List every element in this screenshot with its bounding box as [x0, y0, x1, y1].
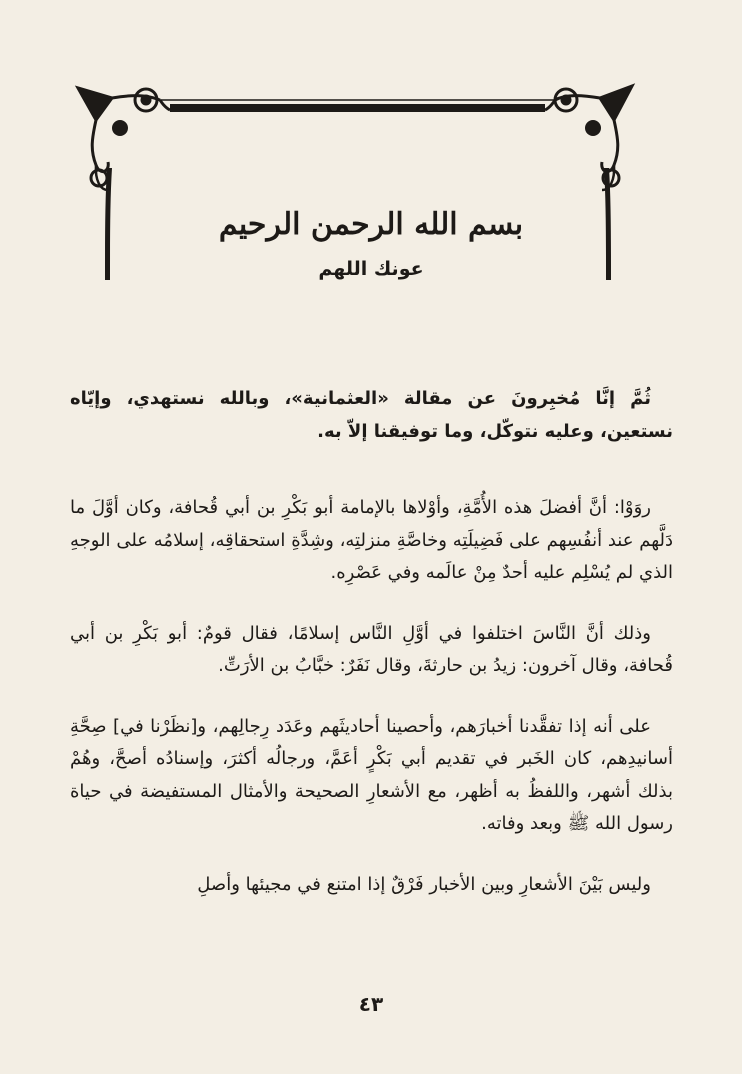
frame-top-bar	[170, 104, 545, 112]
frame-corner-left	[78, 88, 170, 190]
paragraph-5: وليس بَيْنَ الأشعارِ وبين الأخبار فَرْقٌ إذا امتنع في مجيئها وأصلِ	[197, 873, 651, 895]
paragraph-1: ثُمَّ إنَّا مُخبِرونَ عن مقالة «العثمانية»، وبالله نستهدي، وإيّاه نستعين، وعليه نتوكّل، وما توفيقنا إلاّ به.	[70, 388, 673, 442]
page-number: ٤٣	[358, 992, 384, 1016]
main-text	[70, 383, 673, 929]
paragraph-3: وذلك أنَّ النَّاسَ اختلفوا في أوَّلِ النَّاس إسلامًا، فقال قومٌ: أبو بَكْرِ بن أبي قُحافة، وقال آخرون: زيدُ بن حارثةَ، وقال نَفَرٌ: خبَّابُ بن الأرَتِّ.	[70, 622, 673, 676]
basmala-heading: بسم الله الرحمن الرحيم	[218, 207, 524, 242]
paragraph-4: على أنه إذا تفقَّدنا أخبارَهم، وأحصينا أحاديثَهم وعَدَد رِجالِهم، و[نظَرْنا في] صِحَّةِ أسانيدِهم، كان الخَبر في تقديم أبي بَكْرٍ أعَمَّ، ورجالُه أكثرَ، وإسنادُه أصحَّ، وهُمْ بذلك أشهر، واللفظُ به أظهر، مع الأشعارِ الصحيحة والأمثال المستفيضة في حياة رسول الله ﷺ وبعد وفاته.	[70, 715, 673, 834]
invocation-line: عونك اللهم	[318, 258, 424, 280]
frame-corner-right	[545, 86, 632, 190]
paragraph-2: روَوْا: أنَّ أفضلَ هذه الأُمَّةِ، وأوْلاها بالإمامة أبو بَكْرِ بن أبي قُحافة، وكان أوَّلَ ما دَلَّهم عند أنفُسِهم على فَضِيلَتِه وخاصَّةِ منزلتِه، وشِدَّةِ استحقاقِه، إسلامُه على الوجهِ الذي لم يُسْلِم عليه أحدٌ مِنْ عالَمه وفي عَصْرِه.	[70, 497, 673, 583]
